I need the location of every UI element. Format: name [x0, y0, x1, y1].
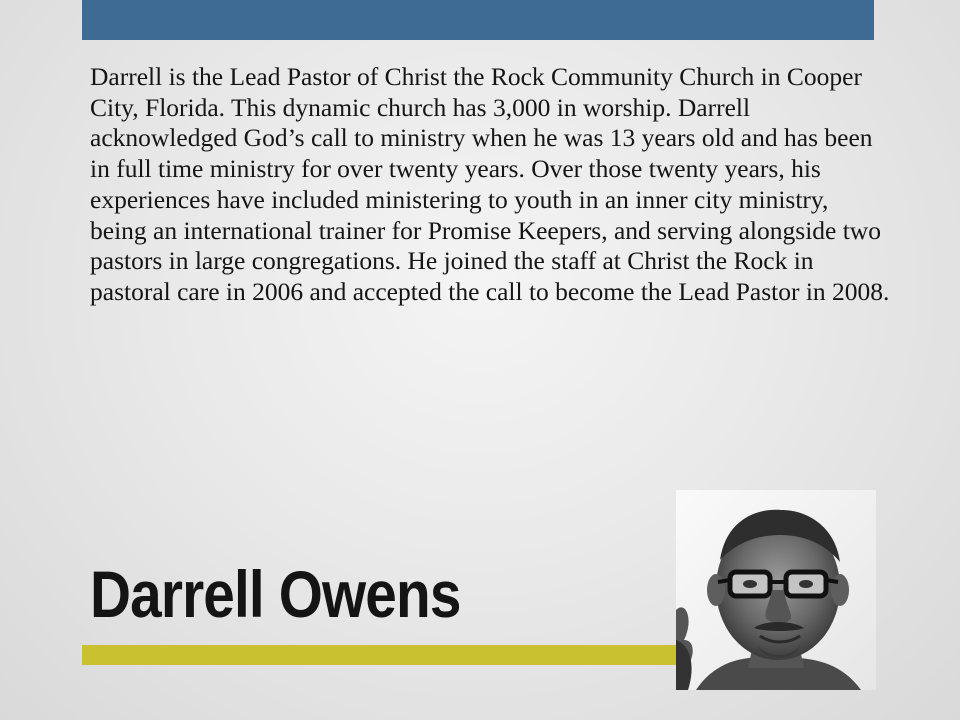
portrait-photo: [676, 490, 876, 690]
slide-title: Darrell Owens: [90, 557, 461, 631]
title-underline-bar: [82, 645, 682, 665]
top-accent-bar: [82, 0, 874, 40]
bio-paragraph: Darrell is the Lead Pastor of Christ the Rock Community Church in Cooper City, Florida. This dynamic church has 3,000 in worship. Darrell acknowledged God’s call to ministry when he was 13 years old and has been in full time ministry for over twenty years. Over those twenty years, his experiences have included ministering to youth in an inner city ministry, being an international trainer for Promise Keepers, and serving alongside two pastors in large congregations. He joined the staff at Christ the Rock in pastoral care in 2006 and accepted the call to become the Lead Pastor in 2008.: [90, 62, 890, 306]
